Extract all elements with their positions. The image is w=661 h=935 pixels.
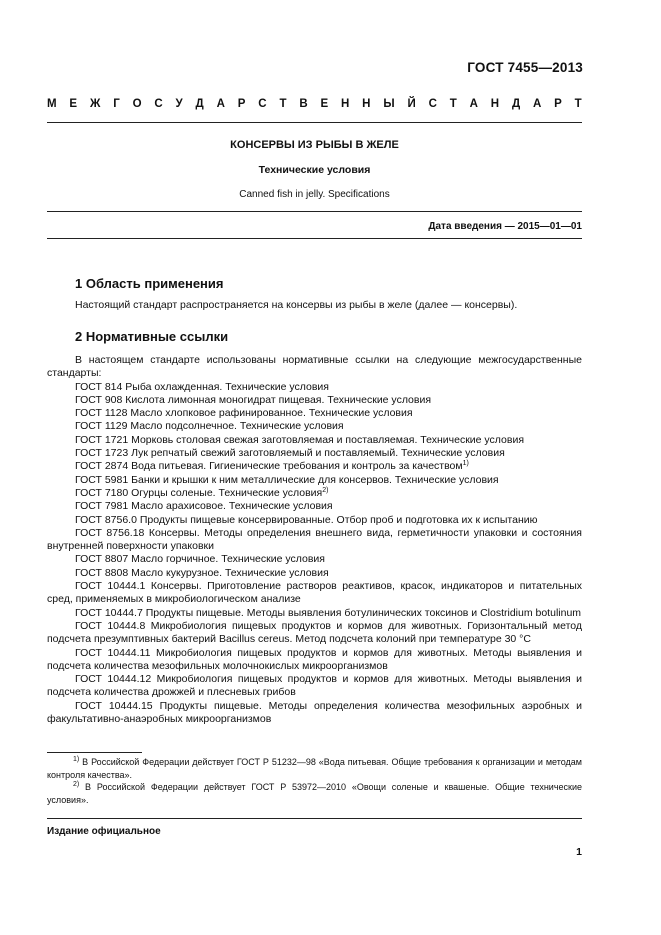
footnote-mark: 2) xyxy=(322,486,329,494)
reference-item xyxy=(47,407,582,420)
document-number: ГОСТ 7455—2013 xyxy=(467,60,583,75)
english-title: Canned fish in jelly. Specifications xyxy=(239,189,390,200)
references-intro: В настоящем стандарте использованы нормативные ссылки на следующие межгосударственные стандарты: xyxy=(47,354,582,380)
reference-text: ГОСТ 8756.0 Продукты пищевые консервированные. Отбор проб и подготовка их к испытанию xyxy=(75,513,538,526)
page-number: 1 xyxy=(576,846,582,858)
reference-item xyxy=(47,673,582,700)
reference-text: ГОСТ 10444.12 Микробиология пищевых продуктов и кормов для животных. Методы выявления и подсчета количества дрожжей и плесневых грибов xyxy=(47,673,582,699)
title-separator xyxy=(47,211,582,212)
normative-references xyxy=(47,354,582,726)
section-1-text: Настоящий стандарт распространяется на консервы из рыбы в желе (далее — консервы). xyxy=(75,299,518,311)
introduction-date: Дата введения — 2015—01—01 xyxy=(428,221,582,232)
reference-text: ГОСТ 10444.8 Микробиология пищевых продуктов и кормов для животных. Горизонтальный метод подсчета презумптивных бактерий Bacillus cereus. Метод подсчета колоний при температуре 30 °С xyxy=(47,619,582,646)
reference-text: ГОСТ 10444.7 Продукты пищевые. Методы выявления ботулинических токсинов и Clostridium botulinum xyxy=(75,606,582,619)
reference-item xyxy=(47,607,582,620)
reference-text: ГОСТ 10444.15 Продукты пищевые. Методы определения количества мезофильных аэробных и факультативно-анаэробных микроорганизмов xyxy=(47,699,582,726)
footnote-1 xyxy=(47,756,582,781)
footnote-mark: 1) xyxy=(462,460,469,468)
reference-text: ГОСТ 7180 Огурцы соленые. Технические условия xyxy=(75,486,323,499)
reference-item xyxy=(47,487,582,500)
reference-item xyxy=(47,580,582,607)
reference-text: ГОСТ 8808 Масло кукурузное. Технические условия xyxy=(75,566,329,579)
reference-text: ГОСТ 814 Рыба охлажденная. Технические условия xyxy=(75,380,329,393)
reference-list xyxy=(47,381,582,727)
date-separator xyxy=(47,238,582,239)
reference-text: ГОСТ 8756.18 Консервы. Методы определения внешнего вида, герметичности упаковки и состояния внутренней поверхности упаковки xyxy=(47,526,582,553)
reference-item xyxy=(47,527,582,554)
reference-item xyxy=(47,434,582,447)
footnote-rule xyxy=(47,752,142,753)
reference-text: ГОСТ 1721 Морковь столовая свежая заготовляемая и поставляемая. Технические условия xyxy=(75,433,525,446)
reference-text: ГОСТ 1128 Масло хлопковое рафинированное. Технические условия xyxy=(75,407,413,420)
reference-text: ГОСТ 8807 Масло горчичное. Технические условия xyxy=(75,553,325,566)
footnotes xyxy=(47,756,582,806)
footnote-2-text: В Российской Федерации действует ГОСТ Р 53972—2010 «Овощи соленые и квашеные. Общие технические условия». xyxy=(47,782,582,805)
reference-text: ГОСТ 10444.11 Микробиология пищевых продуктов и кормов для животных. Методы выявления и подсчета количества мезофильных молочнокислых микроорганизмов xyxy=(47,646,582,672)
section-2-heading: 2 Нормативные ссылки xyxy=(75,329,229,344)
document-title: КОНСЕРВЫ ИЗ РЫБЫ В ЖЕЛЕ xyxy=(230,139,399,151)
reference-item xyxy=(47,620,582,647)
footnote-2-mark: 2) xyxy=(73,781,80,789)
header-separator xyxy=(47,122,582,123)
reference-text: ГОСТ 2874 Вода питьевая. Гигиенические требования и контроль за качеством xyxy=(75,460,463,473)
reference-item xyxy=(47,420,582,433)
standard-banner: М Е Ж Г О С У Д А Р С Т В Е Н Н Ы Й С Т А Н Д А Р Т xyxy=(47,98,582,110)
reference-item xyxy=(47,514,582,527)
footnote-1-text: В Российской Федерации действует ГОСТ Р 51232—98 «Вода питьевая. Общие требования к организации и методам контроля качества». xyxy=(47,757,582,780)
reference-item xyxy=(47,394,582,407)
footer-separator xyxy=(47,818,582,819)
edition-label: Издание официальное xyxy=(47,826,161,837)
reference-item xyxy=(47,647,582,674)
reference-text: ГОСТ 1129 Масло подсолнечное. Технические условия xyxy=(75,420,344,433)
reference-text: ГОСТ 1723 Лук репчатый свежий заготовляемый и поставляемый. Технические условия xyxy=(75,447,505,460)
footnote-1-mark: 1) xyxy=(73,756,80,763)
reference-text: ГОСТ 5981 Банки и крышки к ним металлические для консервов. Технические условия xyxy=(75,473,499,486)
document-subtitle: Технические условия xyxy=(258,164,371,176)
reference-text: ГОСТ 10444.1 Консервы. Приготовление растворов реактивов, красок, индикаторов и питательных сред, применяемых в микробиологическом анализе xyxy=(47,580,582,606)
reference-text: ГОСТ 7981 Масло арахисовое. Технические условия xyxy=(75,500,333,513)
reference-item xyxy=(47,700,582,727)
reference-item xyxy=(47,567,582,580)
reference-item xyxy=(47,381,582,394)
reference-item xyxy=(47,500,582,513)
footnote-2 xyxy=(47,781,582,806)
reference-item xyxy=(47,474,582,487)
reference-text: ГОСТ 908 Кислота лимонная моногидрат пищевая. Технические условия xyxy=(75,393,432,406)
reference-item xyxy=(47,553,582,566)
reference-item xyxy=(47,460,582,473)
section-1-heading: 1 Область применения xyxy=(75,276,224,291)
reference-item xyxy=(47,447,582,460)
